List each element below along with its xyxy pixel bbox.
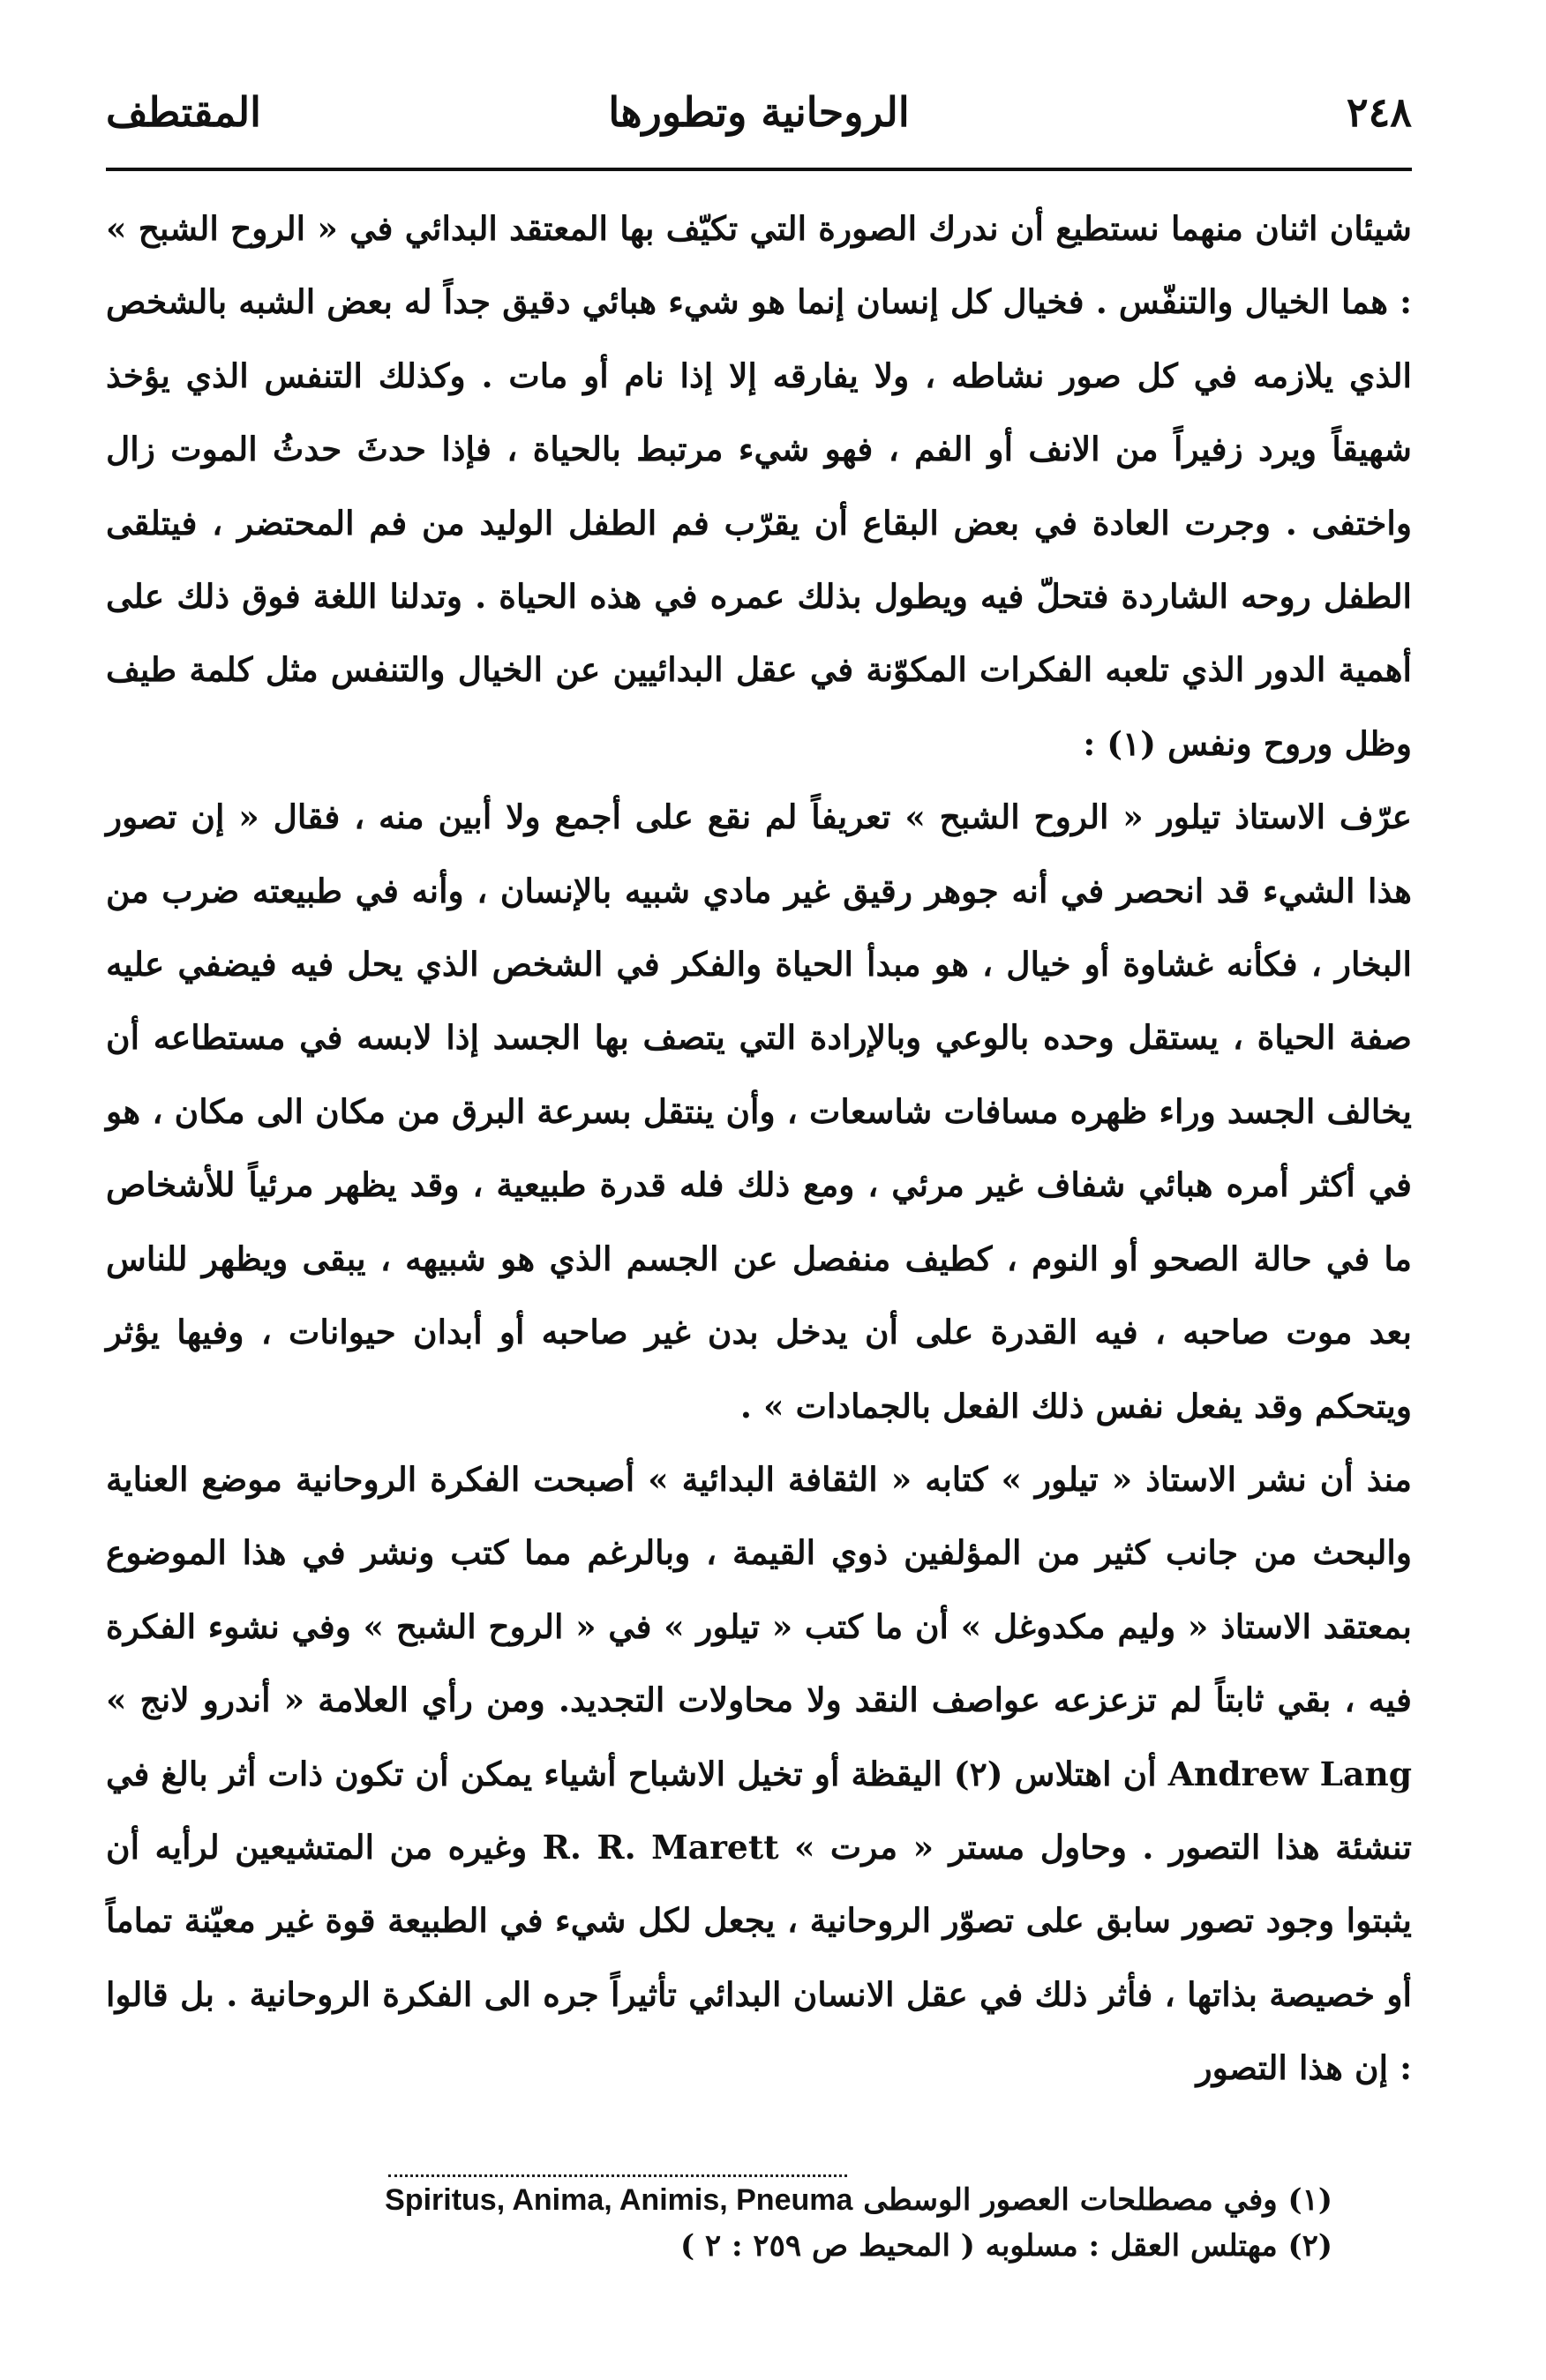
document-page bbox=[106, 79, 1412, 2338]
footnote-1 bbox=[106, 2177, 1412, 2223]
page-header bbox=[106, 79, 1412, 164]
footnote-latin: Spiritus, Anima, Animis, Pneuma bbox=[385, 2183, 853, 2217]
body-text bbox=[106, 192, 1412, 2106]
footnote-text: وفي مصطلحات العصور الوسطى bbox=[863, 2182, 1278, 2218]
footnote-2 bbox=[106, 2223, 1412, 2269]
footnote-text: مهتلس العقل : مسلوبه ( المحيط ص ٢٥٩ : ٢ ) bbox=[679, 2228, 1278, 2264]
paragraph-2: عرّف الاستاذ تيلور « الروح الشبح » تعريفاً لم نقع على أجمع ولا أبين منه ، فقال « إن تصور هذا الشيء قد انحصر في أنه جوهر رقيق غير مادي شبيه بالإنسان ، وأنه في طبيعته ضرب من البخار ، فكأنه غشاوة أو خيال ، هو مبدأ الحياة والفكر في الشخص الذي يحل فيه فيضفي عليه صفة الحياة ، يستقل وحده بالوعي وبالإرادة التي يتصف بها الجسد إذا لابسه في مستطاعه أن يخالف الجسد وراء ظهره مسافات شاسعات ، وأن ينتقل بسرعة البرق من مكان الى مكان ، هو في أكثر أمره هبائي شفاف غير مرئي ، ومع ذلك فله قدرة طبيعية ، وقد يظهر مرئياً للأشخاص ما في حالة الصحو أو النوم ، كطيف منفصل عن الجسم الذي هو شبيهه ، يبقى ويظهر للناس بعد موت صاحبه ، فيه القدرة على أن يدخل بدن غير صاحبه أو أبدان حيوانات ، وفيها يؤثر ويتحكم وقد يفعل نفس ذلك الفعل بالجمادات » . bbox=[106, 797, 1412, 1426]
paragraph-3: منذ أن نشر الاستاذ « تيلور » كتابه « الثقافة البدائية » أصبحت الفكرة الروحانية موضع العناية والبحث من جانب كثير من المؤلفين ذوي القيمة ، وبالرغم مما كتب ونشر في هذا الموضوع بمعتقد الاستاذ « وليم مكدوغل » أن ما كتب « تيلور » في « الروح الشبح » وفي نشوء الفكرة فيه ، بقي ثابتاً لم تزعزعه عواصف النقد ولا محاولات التجديد. ومن رأي العلامة « أندرو لانج » Andrew Lang أن اهتلاس (٢) اليقظة أو تخيل الاشباح أشياء يمكن أن تكون ذات أثر بالغ في تنشئة هذا التصور . وحاول مستر « مرت » R. R. Marett وغيره من المتشيعين لرأيه أن يثبتوا وجود تصور سابق على تصوّر الروحانية ، يجعل لكل شيء في الطبيعة قوة غير معيّنة تماماً أو خصيصة بذاتها ، فأثر ذلك في عقل الانسان البدائي تأثيراً جره الى الفكرة الروحانية . بل قالوا : إن هذا التصور bbox=[106, 1459, 1412, 2088]
paragraph-1: شيئان اثنان منهما نستطيع أن ندرك الصورة التي تكيّف بها المعتقد البدائي في « الروح الشبح » : هما الخيال والتنفّس . فخيال كل إنسان إنما هو شيء هبائي دقيق جداً له بعض الشبه بالشخص الذي يلازمه في كل صور نشاطه ، ولا يفارقه إلا إذا نام أو مات . وكذلك التنفس الذي يؤخذ شهيقاً ويرد زفيراً من الانف أو الفم ، فهو شيء مرتبط بالحياة ، فإذا حدثَ حدثُ الموت زال واختفى . وجرت العادة في بعض البقاع أن يقرّب فم الطفل الوليد من فم المحتضر ، فيتلقى الطفل روحه الشاردة فتحلّ فيه ويطول بذلك عمره في هذه الحياة . وتدلنا اللغة فوق ذلك على أهمية الدور الذي تلعبه الفكرات المكوّنة في عقل البدائيين عن الخيال والتنفس مثل كلمة طيف وظل وروح ونفس (١) : bbox=[106, 209, 1412, 763]
footnote-marker: (١) bbox=[1287, 2182, 1332, 2218]
running-title: الروحانية وتطورها bbox=[608, 88, 910, 136]
header-rule bbox=[106, 168, 1412, 171]
journal-name: المقتطف bbox=[106, 88, 261, 136]
footnote-marker: (٢) bbox=[1287, 2228, 1332, 2264]
page-number: ٢٤٨ bbox=[1346, 88, 1412, 136]
footnotes bbox=[106, 2174, 1412, 2269]
